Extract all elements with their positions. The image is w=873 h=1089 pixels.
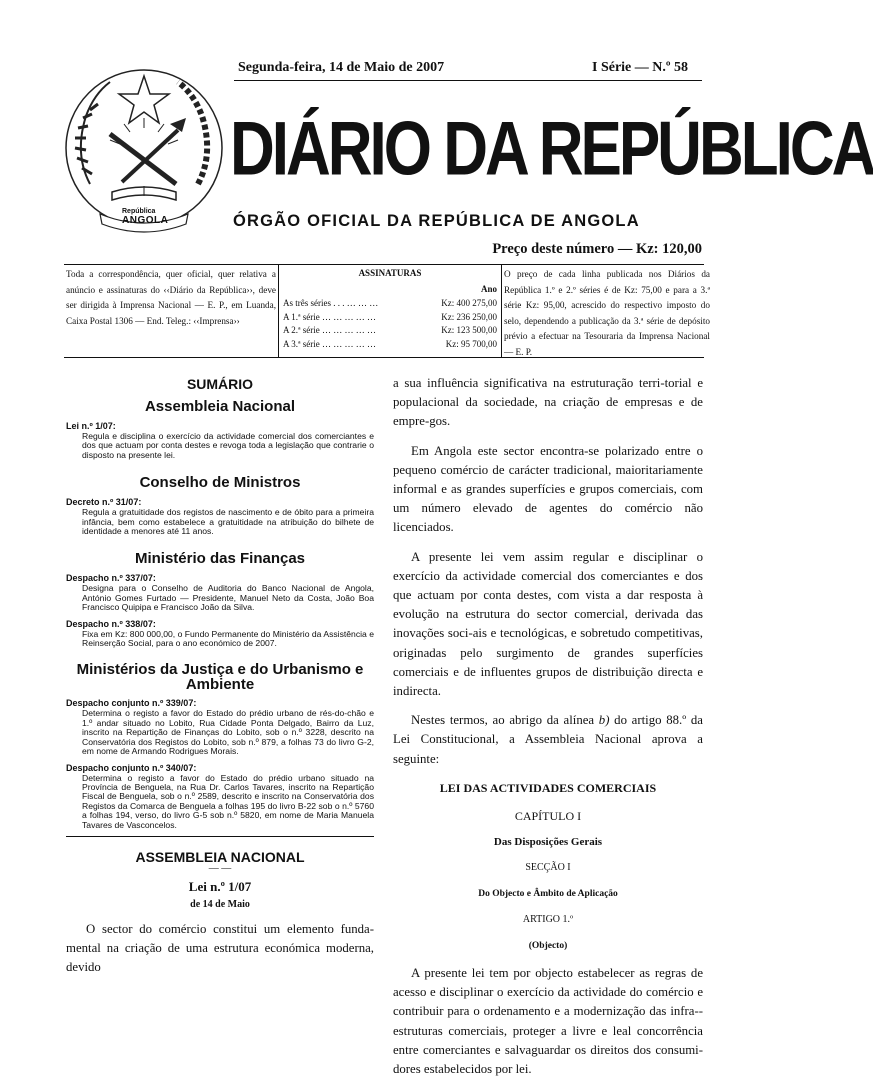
subscription-label: A 2.ª série … … … … … (283, 325, 376, 335)
line-price-notice: O preço de cada linha publicada nos Diários da República 1.º e 2.º séries é de Kz: 75,00 e para a 3.ª série Kz: 95,00, acrescido do respectivo imposto do selo, dependendo a publicação da 3.ª série de depósito prévio a efectuar na Tesouraria da Imprensa Nacional — E. P. (504, 269, 710, 357)
masthead-title: DIÁRIO DA REPÚBLICA (230, 107, 873, 192)
law-title: LEI DAS ACTIVIDADES COMERCIAIS (439, 780, 657, 795)
paragraph: A presente lei vem assim regular e disciplinar o exercício da actividade comercial dos comerciantes e dos que actuam por conta destes, com vista a dar resposta à evolução na estrutura do sector comercial, derivada das inovações soci-ais e tecnológicas, e sobretudo competitivas, originadas pelo surgimento de grandes superfícies comerciais e de influentes grupos de distribuição directa e indirecta. (393, 549, 703, 699)
paragraph: A presente lei tem por objecto estabelecer as regras de acesso e disciplinar o exercício da actividade do comércio e contribuir para o ordenamento e a modernização das infra--estruturas comerciais, proteger a livre e leal concorrência entre comerciantes e salvaguardar os direitos dos consumi-dores estabelecidos por lei. (393, 966, 703, 1077)
issue-date: Segunda-feira, 14 de Maio de 2007 (238, 60, 445, 75)
paragraph (393, 711, 703, 769)
subscriptions-table (278, 265, 502, 357)
subscription-price: Kz: 95 700,00 (445, 338, 497, 349)
subscription-label: A 1.ª série … … … … … (283, 311, 376, 322)
paragraph: a sua influência significativa na estruturação terri-torial e populacional da sociedade, na criação de empresas e de empre-gos. (393, 376, 703, 429)
issue-price: Preço deste número — Kz: 120,00 (492, 241, 702, 257)
subscription-row (283, 311, 497, 325)
paragraph: Em Angola este sector encontra-se polarizado entre o pequeno comércio de carácter tradicional, maioritariamente informal e as grandes superfícies e grupos comerciais, com um número elevado de agentes do comércio não licenciados. (393, 443, 703, 535)
entry-label: Despacho n.º 337/07: (66, 573, 156, 584)
emblem-text-republica: República (122, 208, 156, 215)
entry-label: Lei n.º 1/07: (66, 421, 116, 431)
separator-dash: — — (208, 862, 232, 874)
chapter-number: CAPÍTULO I (514, 809, 582, 824)
summary-column (66, 376, 374, 977)
section-heading: Assembleia Nacional (144, 398, 296, 415)
article-number: ARTIGO 1.º (522, 914, 574, 926)
subscriptions-title: ASSINATURAS (358, 268, 422, 278)
paragraph-emphasis: b) (598, 713, 610, 728)
entry-label: Decreto n.º 31/07: (66, 497, 142, 508)
law-intro-paragraph: O sector do comércio constitui um elemento funda-mental na criação de uma estrutura económica moderna, devido (66, 921, 374, 974)
angola-emblem (60, 64, 228, 232)
paragraph-text: do artigo 88.º da Lei Constitucional, a Assembleia Nacional aprova a seguinte: (393, 713, 703, 766)
law-date: de 14 de Maio (190, 898, 250, 910)
entry-text: Regula e disciplina o exercício da actividade comercial dos comerciantes e dos que actuam por conta destes e revoga toda a legislação que contrarie o disposto na presente lei. (82, 431, 374, 460)
subscription-row (283, 338, 497, 352)
assembleia-heading: ASSEMBLEIA NACIONAL (135, 848, 305, 865)
correspondence-notice: Toda a correspondência, quer oficial, quer relativa a anúncio e assinaturas do ‹‹Diário da República››, deve ser dirigida à Imprensa Nacional — E. P., em Luanda, Caixa Postal 1306 — End. Teleg.: ‹‹Imprensa›› (66, 269, 276, 326)
subscription-row (283, 324, 497, 338)
section-heading: Ministérios da Justiça e do Urbanismo e Ambiente (76, 661, 364, 694)
entry-text: Regula a gratuitidade dos registos de nascimento e de óbito para a primeira infância, bem como estabelece a gratuitidade na atribuição do bilhete de identidade a menores até 11 anos. (82, 507, 374, 537)
entry-text: Determina o registo a favor do Estado do prédio urbano situado na Província de Benguela, na Rua Dr. Carlos Tavares, inscrito na Repartição Fiscal de Benguela, sob o n.º 2589, descrito e inscrito na Conservatória dos Registos da Comarca de Benguela a folhas 195 do livro B-22 sob o n.º 5760 a folhas 194, verso, do livro G-5 sob n.º 5820, em nome de Maria Manuela Tavares de Vasconcelos. (82, 772, 374, 830)
entry-text: Designa para o Conselho de Auditoria do Banco Nacional de Angola, António Gomes Furtado — Presidente, Manuel Neto da Costa, João Boa Francisco Quipipa e Francisco João da Silva. (82, 583, 374, 613)
emblem-text-angola: ANGOLA (122, 215, 169, 226)
subscriptions-year-header: Ano (480, 283, 497, 294)
masthead-subtitle: ÓRGÃO OFICIAL DA REPÚBLICA DE ANGOLA (233, 212, 640, 230)
entry-label: Despacho conjunto n.º 340/07: (66, 762, 197, 773)
entry-label: Despacho n.º 338/07: (66, 618, 156, 629)
paragraph-text: Nestes termos, ao abrigo da alínea (411, 713, 599, 728)
summary-title: SUMÁRIO (186, 376, 254, 392)
subscription-price: Kz: 123 500,00 (441, 325, 497, 335)
section-title: Do Objecto e Âmbito de Aplicação (478, 889, 618, 900)
assembleia-block (66, 836, 374, 977)
subscription-price: Kz: 236 250,00 (441, 311, 497, 322)
law-number: Lei n.º 1/07 (188, 878, 252, 894)
entry-text: Fixa em Kz: 800 000,00, o Fundo Permanente do Ministério da Assistência e Reinserção Social, para o ano económico de 2007. (82, 628, 374, 649)
entry-label: Despacho conjunto n.º 339/07: (66, 698, 197, 709)
subscription-price: Kz: 400 275,00 (441, 298, 497, 308)
entry-text: Determina o registo a favor do Estado do prédio urbano de rés-do-chão e 1.º andar situado no Lobito, Rua Cidade Ponta Delgado, Bairro da Luz, inscrito na Repartição de Finanças do Lobito, sob o n.º 3228, descrito na Conservatória dos Registos do Lobito, sob n.º 879, a folhas 73 do livro G-2, em nome de Armando Rodrigues Morais. (82, 708, 374, 757)
issue-series: I Série — N.º 58 (592, 60, 688, 75)
subscription-label: A 3.ª série … … … … … (283, 338, 376, 349)
section-heading: Conselho de Ministros (139, 474, 301, 492)
chapter-title: Das Disposições Gerais (493, 836, 603, 849)
info-box (64, 264, 710, 358)
header-rule (234, 80, 702, 81)
subscription-row (283, 297, 497, 311)
subscription-label: As três séries . . . … … … (283, 298, 379, 308)
article-title: (Objecto) (528, 941, 568, 952)
section-heading: Ministério das Finanças (134, 550, 306, 568)
section-number: SECÇÃO I (525, 862, 571, 874)
body-column (393, 374, 703, 1089)
